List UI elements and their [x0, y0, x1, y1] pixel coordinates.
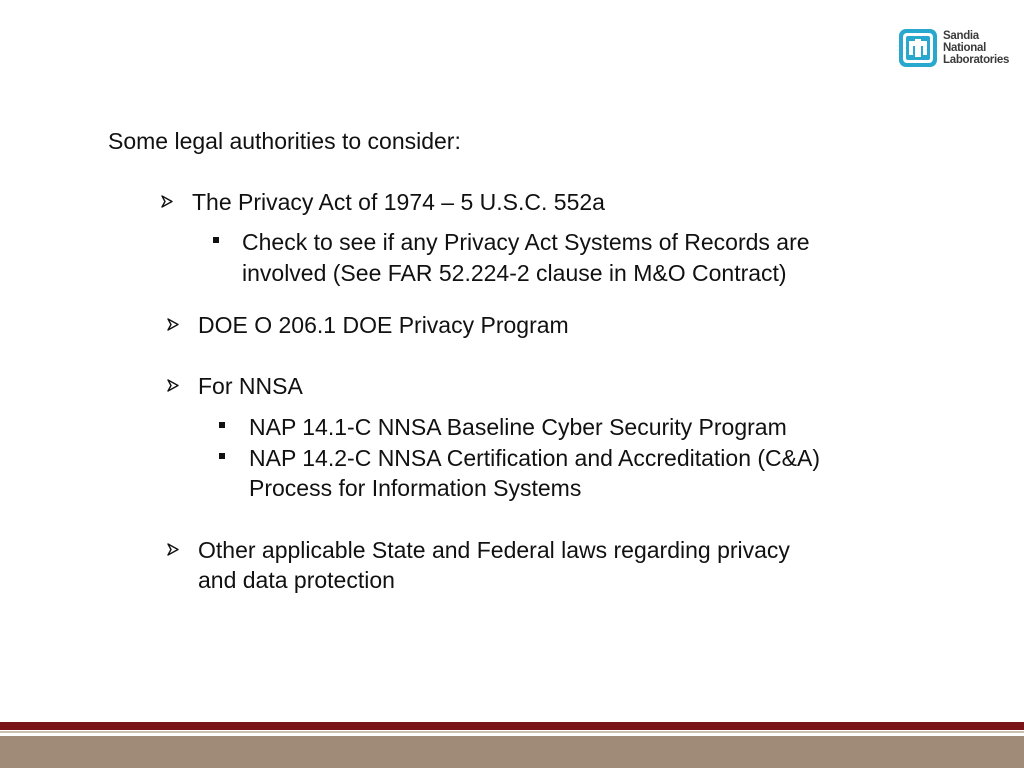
sub-item-privacy-line1: Check to see if any Privacy Act Systems of Records are [242, 229, 810, 255]
arrow-bullet-icon [167, 379, 179, 392]
square-bullet-icon [219, 453, 225, 459]
arrow-bullet-icon [167, 318, 179, 331]
arrow-bullet-icon [161, 195, 173, 208]
footer-divider [0, 731, 1024, 733]
item-nnsa: For NNSA [198, 373, 303, 399]
logo-line-1: Sandia [943, 30, 979, 42]
arrow-bullet-icon [167, 543, 179, 556]
sub-item-nap-14-1: NAP 14.1-C NNSA Baseline Cyber Security Program [249, 414, 787, 440]
intro-heading: Some legal authorities to consider: [108, 128, 461, 154]
item-other-laws-line2: and data protection [198, 567, 395, 593]
square-bullet-icon [213, 237, 219, 243]
item-privacy-act: The Privacy Act of 1974 – 5 U.S.C. 552a [192, 189, 605, 215]
footer-taupe-bar [0, 736, 1024, 768]
sub-item-privacy-line2: involved (See FAR 52.224-2 clause in M&O Contract) [242, 260, 787, 286]
footer-red-bar [0, 722, 1024, 730]
item-doe-privacy: DOE O 206.1 DOE Privacy Program [198, 312, 569, 338]
sub-item-nap-14-2-line1: NAP 14.2-C NNSA Certification and Accreditation (C&A) [249, 445, 820, 471]
item-other-laws-line1: Other applicable State and Federal laws regarding privacy [198, 537, 790, 563]
sandia-logo [898, 28, 1008, 70]
sub-item-nap-14-2-line2: Process for Information Systems [249, 475, 582, 501]
sandia-thunderbird-icon [898, 28, 938, 68]
logo-line-3: Laboratories [943, 54, 1010, 66]
logo-line-2: National [943, 42, 986, 54]
sandia-wordmark [943, 30, 1009, 66]
square-bullet-icon [219, 422, 225, 428]
